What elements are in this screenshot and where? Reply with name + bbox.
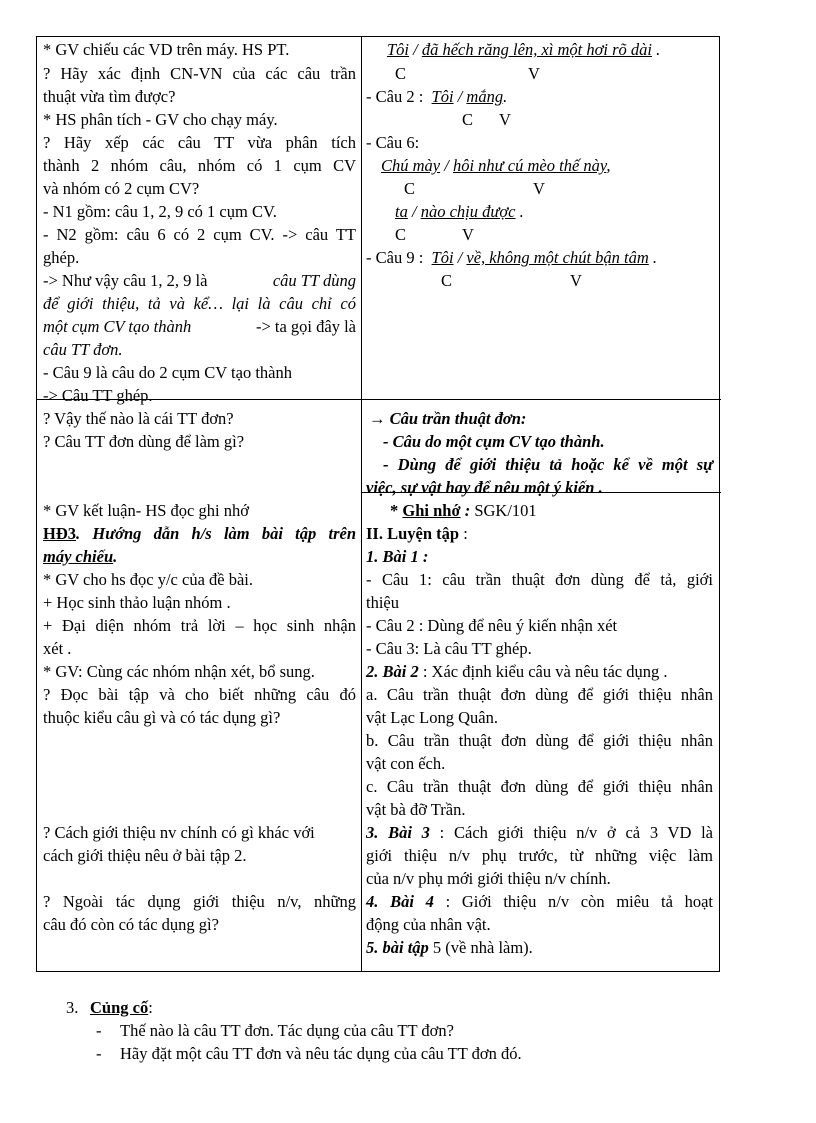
left-line: thành 2 nhóm câu, nhóm có 1 cụm CV: [43, 156, 356, 175]
cau2-line: - Câu 2 : Tôi / mắng.: [366, 87, 508, 106]
left-line: + Học sinh thảo luận nhóm .: [43, 593, 231, 612]
exercise-line: vật Lạc Long Quân.: [366, 708, 498, 727]
left-line: câu TT đơn.: [43, 340, 123, 359]
exercise-heading: 1. Bài 1 :: [366, 547, 429, 566]
exercise-line: thiệu: [366, 593, 399, 612]
hd3-label: HĐ3: [43, 524, 76, 543]
left-text: -> Như vậy câu 1, 2, 9 là: [43, 271, 208, 290]
section-title: Củng cố:: [90, 998, 153, 1017]
left-italic-text: câu TT dùng: [272, 271, 356, 290]
left-line: ? Câu TT đơn dùng để làm gì?: [43, 432, 245, 451]
section-heading: II. Luyện tập :: [366, 524, 468, 543]
left-line: -> Câu TT ghép.: [43, 386, 153, 405]
left-line: ? Đọc bài tập và cho biết những câu đó: [43, 685, 356, 704]
exercise-line: vật bà đỡ Trần.: [366, 800, 466, 819]
c-label: C: [404, 179, 416, 198]
left-line-mixed: [43, 270, 356, 292]
exercise-line: vật con ếch.: [366, 754, 446, 773]
exercise-line: 3. Bài 3 : Cách giới thiệu n/v ở cả 3 VD là: [366, 823, 714, 842]
left-line: ? Cách giới thiệu nv chính có gì khác với: [43, 823, 315, 842]
bullet: -: [96, 1021, 102, 1040]
left-line: để giới thiệu, tả và kể… lại là câu chỉ có: [43, 294, 356, 313]
exercise-line: của n/v phụ mới giới thiệu n/v chính.: [366, 869, 611, 888]
exercise-line: a. Câu trần thuật đơn dùng để giới thiệu nhân: [366, 685, 713, 704]
left-line: - N2 gồm: câu 6 có 2 cụm CV. -> câu TT: [43, 225, 356, 244]
left-line: câu đó còn có tác dụng gì?: [43, 915, 219, 934]
cau9-line: - Câu 9 : Tôi / về, không một chút bận tâm .: [366, 248, 658, 267]
exercise-line: 2. Bài 2 : Xác định kiểu câu và nêu tác dụng .: [366, 662, 668, 681]
bullet: -: [96, 1044, 102, 1063]
v-label: V: [462, 225, 474, 244]
exercise-line: 5. bài tập 5 (về nhà làm).: [366, 938, 533, 957]
left-line: - N1 gồm: câu 1, 2, 9 có 1 cụm CV.: [43, 202, 277, 221]
left-line: và nhóm có 2 cụm CV?: [43, 179, 200, 198]
definition-line: việc, sự vật hay để nêu một ý kiến .: [366, 478, 603, 497]
left-text: -> ta gọi đây là: [255, 317, 356, 336]
exercise-line: b. Câu trần thuật đơn dùng để giới thiệu nhân: [366, 731, 713, 750]
definition-line: - Câu do một cụm CV tạo thành.: [383, 432, 605, 451]
left-line-mixed: [43, 316, 356, 338]
ghi-nho-line: * Ghi nhớ : SGK/101: [390, 501, 537, 520]
left-line: * GV kết luận- HS đọc ghi nhớ: [43, 501, 249, 520]
v-label: V: [570, 271, 582, 290]
c-label: C: [395, 64, 407, 83]
left-line: * HS phân tích - GV cho chạy máy.: [43, 110, 278, 129]
left-line: ? Hãy xếp các câu TT vừa phân tích: [43, 133, 356, 152]
example-sentence: Chú mày / hôi như cú mèo thế này,: [381, 156, 611, 175]
left-line: * GV: Cùng các nhóm nhận xét, bổ sung.: [43, 662, 315, 681]
example-sentence: ta / nào chịu được .: [395, 202, 524, 221]
left-line: ? Vậy thế nào là cái TT đơn?: [43, 409, 234, 428]
cau6-label: - Câu 6:: [366, 133, 420, 152]
left-line: máy chiếu.: [43, 547, 118, 566]
section-number: 3.: [66, 998, 79, 1017]
left-line: ? Ngoài tác dụng giới thiệu n/v, những: [43, 892, 356, 911]
left-line: + Đại diện nhóm trả lời – học sinh nhận: [43, 616, 356, 635]
definition-title: → Câu trần thuật đơn:: [369, 409, 527, 428]
exercise-line: - Câu 3: Là câu TT ghép.: [366, 639, 532, 658]
exercise-line: 4. Bài 4 : Giới thiệu n/v còn miêu tả hoạt: [366, 892, 714, 911]
v-label: V: [528, 64, 540, 83]
exercise-line: giới thiệu n/v phụ trước, từ những việc làm: [366, 846, 713, 865]
left-line: ghép.: [43, 248, 80, 267]
exercise-line: - Câu 2 : Dùng để nêu ý kiến nhận xét: [366, 616, 618, 635]
definition-line: - Dùng để giới thiệu tả hoặc kể về một sự: [383, 455, 713, 474]
consolidation-question: Thế nào là câu TT đơn. Tác dụng của câu TT đơn?: [120, 1021, 454, 1040]
left-line: thuộc kiểu câu gì và có tác dụng gì?: [43, 708, 281, 727]
left-italic-text: một cụm CV tạo thành: [43, 317, 192, 336]
left-line: - Câu 9 là câu do 2 cụm CV tạo thành: [43, 363, 292, 382]
hd3-title: Hướng dẫn h/s làm bài tập trên: [92, 524, 357, 543]
left-line: cách giới thiệu nêu ở bài tập 2.: [43, 846, 247, 865]
left-line-hd3: HĐ3. Hướng dẫn h/s làm bài tập trên: [43, 524, 357, 543]
consolidation-question: Hãy đặt một câu TT đơn và nêu tác dụng của câu TT đơn đó.: [120, 1044, 522, 1063]
left-line: xét .: [43, 639, 72, 658]
v-label: V: [533, 179, 545, 198]
column-divider: [361, 37, 362, 971]
c-label: C: [462, 110, 474, 129]
example-sentence: Tôi / đã hếch răng lên, xì một hơi rõ dài .: [387, 40, 661, 59]
left-line: * GV chiếu các VD trên máy. HS PT.: [43, 40, 290, 59]
left-line: * GV cho hs đọc y/c của đề bài.: [43, 570, 254, 589]
arrow-icon: →: [369, 409, 386, 428]
v-label: V: [499, 110, 511, 129]
exercise-line: c. Câu trần thuật đơn dùng để giới thiệu nhân: [366, 777, 713, 796]
exercise-line: động của nhân vật.: [366, 915, 491, 934]
c-label: C: [441, 271, 453, 290]
left-line: thuật vừa tìm được?: [43, 87, 176, 106]
exercise-line: - Câu 1: câu trần thuật đơn dùng để tả, giới: [366, 570, 713, 589]
c-label: C: [395, 225, 407, 244]
left-line: ? Hãy xác định CN-VN của các câu trần: [43, 64, 356, 83]
